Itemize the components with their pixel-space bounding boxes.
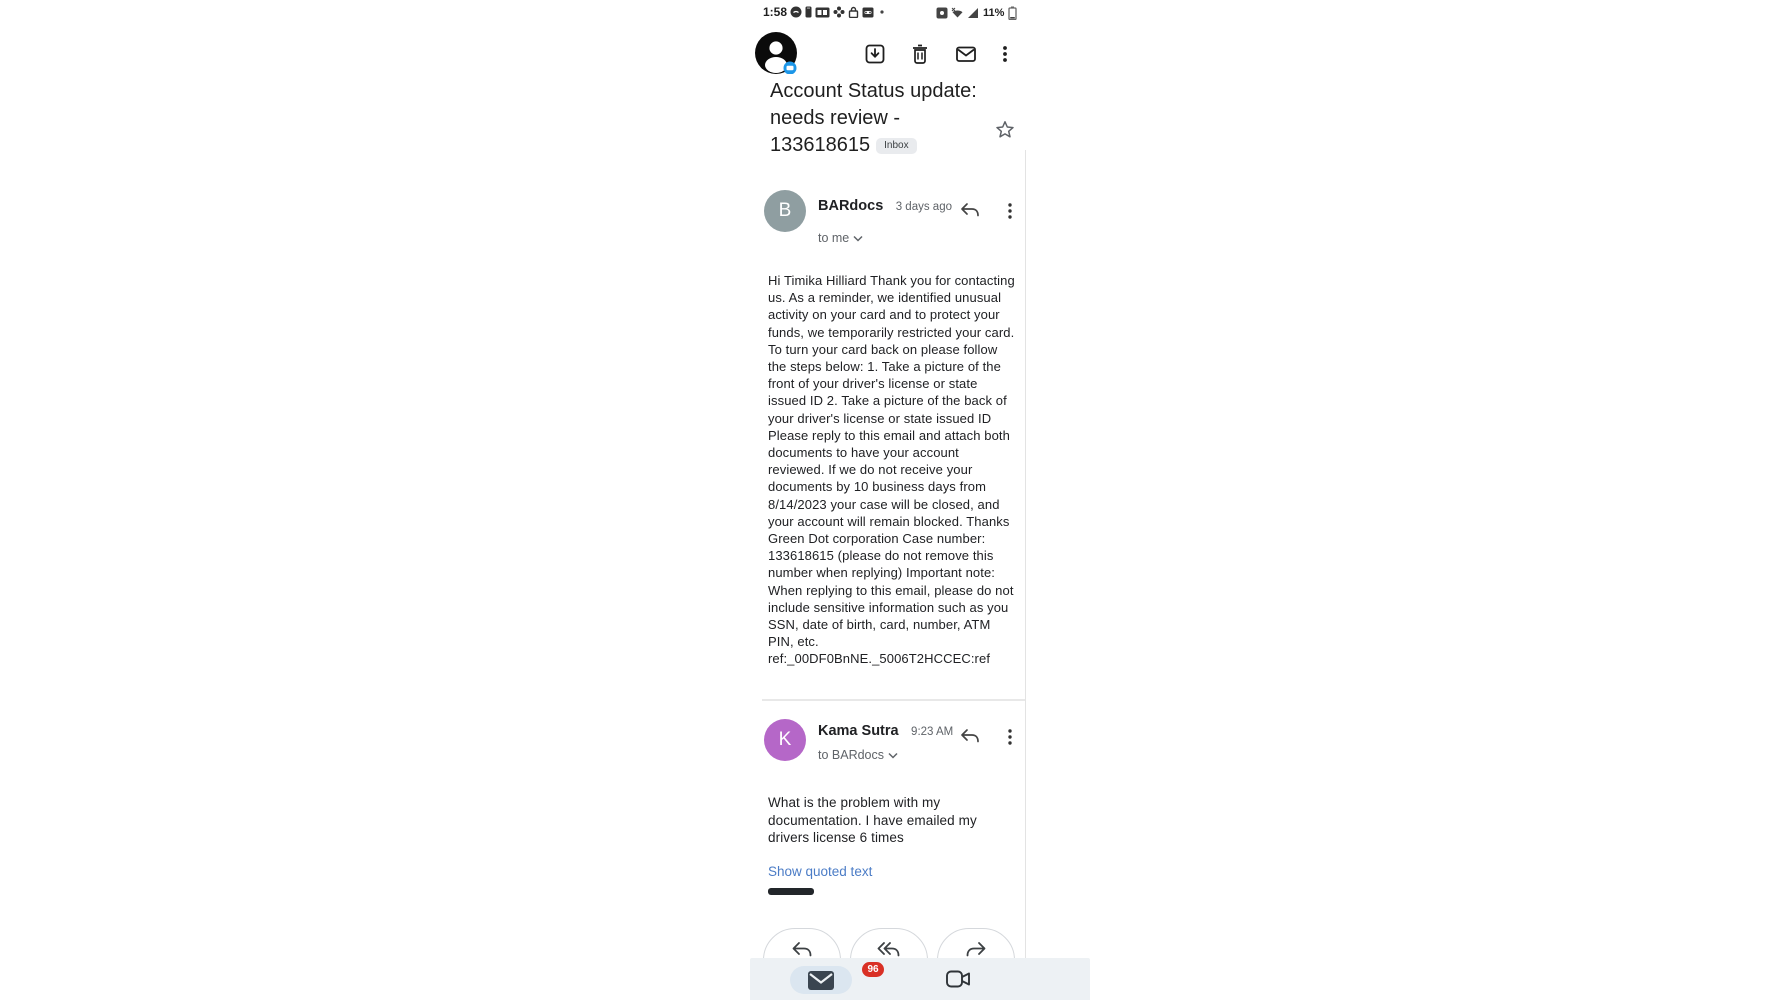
reply-button[interactable] [959, 727, 981, 749]
status-left-icons [790, 6, 885, 18]
person-avatar-icon [755, 32, 797, 74]
star-icon [994, 119, 1016, 141]
mark-unread-button[interactable] [954, 42, 978, 66]
screen-record-icon [936, 7, 948, 19]
message-more-button[interactable] [1000, 200, 1022, 222]
phone-screen [750, 0, 1090, 1000]
clock-text: 1:58 [763, 5, 788, 19]
avatar-letter: B [778, 200, 792, 221]
message-divider [762, 699, 1025, 701]
archive-button[interactable] [863, 42, 887, 66]
message-timestamp: 3 days ago [895, 201, 952, 213]
message2-body: What is the problem with my documentation. I have emailed my drivers license 6 times [768, 795, 977, 845]
unread-badge: 96 [862, 962, 884, 977]
reply-icon [959, 201, 981, 221]
message2-avatar[interactable] [764, 719, 806, 761]
show-quoted-text-link[interactable]: Show quoted text [768, 864, 873, 879]
status-right-icons [936, 6, 1017, 20]
mail-unread-icon [954, 42, 978, 66]
message2-header [818, 722, 953, 742]
phone-icon [805, 6, 812, 18]
recorder-icon [862, 7, 874, 18]
more-options-icon [1000, 200, 1020, 222]
sender-name[interactable]: BARdocs [818, 198, 884, 214]
more-options-icon [1000, 726, 1020, 748]
recipient-text: to BARdocs [818, 748, 885, 762]
sender-name[interactable]: Kama Sutra [818, 723, 899, 739]
more-options-icon [993, 42, 1017, 66]
more-options-button[interactable] [993, 42, 1017, 66]
dot-icon [877, 6, 885, 18]
inbox-chip[interactable]: Inbox [876, 138, 916, 154]
chevron-down-icon [888, 752, 898, 759]
delete-icon [908, 42, 932, 66]
flower-icon [833, 6, 845, 18]
star-button[interactable] [994, 119, 1016, 141]
signal-icon [967, 7, 979, 19]
status-bar [750, 0, 1090, 24]
chat-icon [790, 6, 802, 18]
recipient-row[interactable] [818, 231, 863, 245]
battery-percent-text: 11% [983, 7, 1005, 19]
message1-header [818, 197, 952, 217]
recipient-text: to me [818, 231, 850, 245]
battery-icon [1008, 6, 1017, 20]
video-camera-icon [945, 968, 973, 990]
message1-avatar[interactable] [764, 190, 806, 232]
recipient-row[interactable] [818, 748, 898, 762]
message-timestamp: 9:23 AM [911, 726, 954, 738]
dark-bar-artifact [768, 888, 814, 895]
archive-icon [863, 42, 887, 66]
message1-body: Hi Timika Hilliard Thank you for contacting us. As a reminder, we identified unusual activity on your card and to protect your funds, we temporarily restricted your card. To turn your card back on please follow the steps below: 1. Take a picture of the front of your driver's license or state issued ID 2. Take a picture of the back of your driver's license or state issued ID Please reply to this email and attach both documents to have your account reviewed. If we do not receive your documents by 10 business days from 8/14/2023 your case will be closed, and your account will remain blocked. Thanks Green Dot corporation Case number: 133618615 (please do not remove this number when replying) Important note: When replying to this email, please do not include sensitive information such as you SSN, date of birth, card, number, ATM PIN, etc. ref:_00DF0BnNE._5006T2HCCEC:ref [768, 273, 1015, 667]
lock-icon [848, 6, 859, 18]
app-bar [750, 28, 1026, 78]
content-right-border [1025, 150, 1026, 958]
bottom-nav-bar [750, 958, 1090, 1000]
video-nav-button[interactable] [945, 968, 973, 990]
avatar-letter: K [778, 729, 792, 750]
wifi-icon [951, 7, 964, 19]
subject-line [770, 78, 982, 159]
gmail-envelope-icon [808, 971, 834, 990]
delete-button[interactable] [908, 42, 932, 66]
reply-button[interactable] [959, 201, 981, 223]
sim-card-icon [815, 7, 830, 18]
chevron-down-icon [853, 235, 863, 242]
sender-avatar[interactable] [755, 32, 797, 74]
gmail-nav-button[interactable] [790, 964, 879, 994]
subject-text: Account Status update: needs review - 133618615 [770, 80, 977, 156]
message-more-button[interactable] [1000, 726, 1022, 748]
reply-icon [959, 727, 981, 747]
